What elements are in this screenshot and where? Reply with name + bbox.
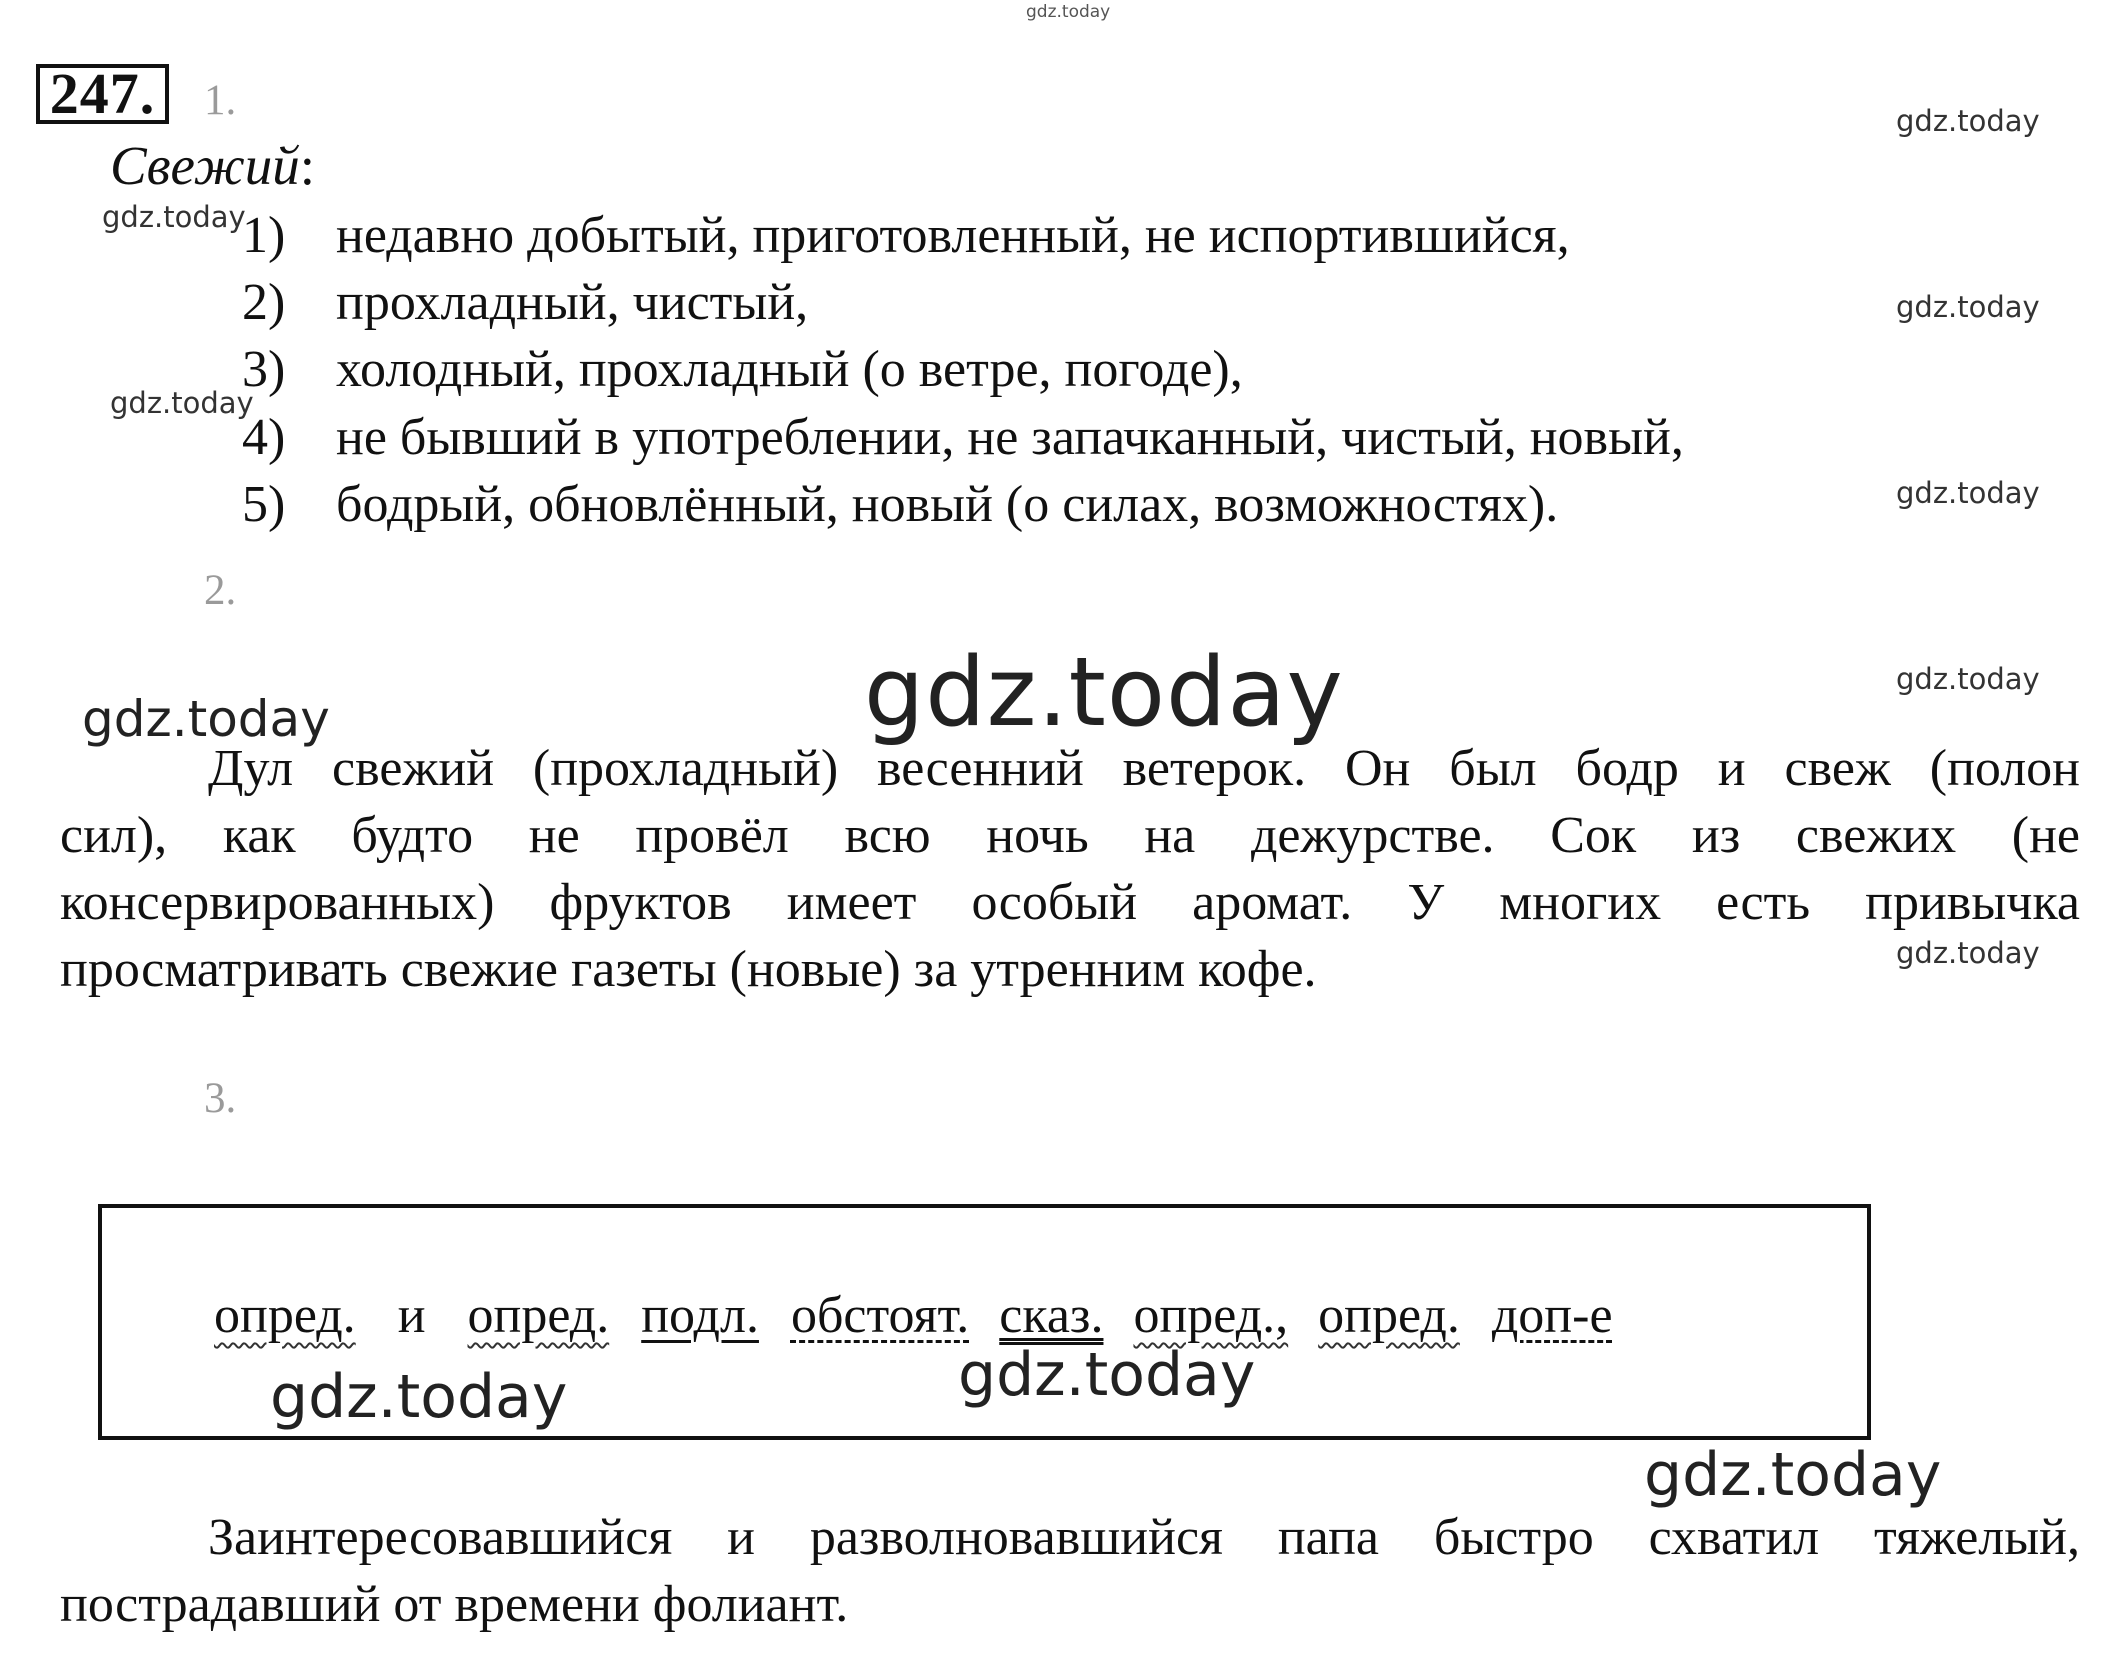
watermark: gdz.today [102, 200, 246, 234]
paragraph-line: пострадавший от времени фолиант. [60, 1576, 849, 1633]
watermark-large: gdz.today [864, 638, 1344, 748]
section-number-3: 3. [204, 1075, 237, 1122]
watermark: gdz.today [1896, 936, 2040, 970]
scheme-part-attribute: опред. [1318, 1287, 1460, 1344]
paragraph-line: просматривать свежие газеты (новые) за утренним кофе. [60, 941, 1317, 998]
watermark-top: gdz.today [1026, 2, 1111, 22]
paragraph-line: Дул свежий (прохладный) весенний ветерок. Он был бодр и свеж (полон [208, 740, 2080, 797]
section-number-1: 1. [204, 77, 237, 124]
scheme-part-attribute: опред. [467, 1287, 610, 1344]
meaning-text: бодрый, обновлённый, новый (о силах, возможностях). [336, 476, 1559, 533]
section-2-paragraph [60, 735, 2080, 1003]
meaning-number: 5) [242, 476, 286, 533]
watermark: gdz.today [1644, 1440, 1942, 1510]
watermark: gdz.today [1896, 290, 2040, 324]
watermark: gdz.today [82, 690, 330, 748]
meaning-number: 3) [242, 341, 286, 398]
scheme-part-object: доп-е [1491, 1287, 1613, 1344]
meaning-number: 2) [242, 274, 286, 331]
meaning-text: холодный, прохладный (о ветре, погоде), [336, 341, 1243, 398]
meaning-number: 1) [242, 207, 286, 264]
watermark: gdz.today [270, 1362, 568, 1432]
watermark: gdz.today [958, 1340, 1256, 1410]
section-number-2: 2. [204, 567, 237, 614]
headword-text: Свежий [110, 135, 300, 196]
watermark: gdz.today [110, 386, 254, 420]
paragraph-line: сил), как будто не провёл всю ночь на дежурстве. Сок из свежих (не [60, 807, 2080, 864]
paragraph-line: консервированных) фруктов имеет особый аромат. У многих есть привычка [60, 874, 2080, 931]
scheme-part-predicate: сказ. [999, 1287, 1104, 1344]
meaning-text: не бывший в употреблении, не запачканный, чистый, новый, [336, 409, 1684, 466]
meaning-text: прохладный, чистый, [336, 274, 809, 331]
watermark: gdz.today [1896, 104, 2040, 138]
meaning-text: недавно добытый, приготовленный, не испортившийся, [336, 207, 1570, 264]
sentence-scheme [214, 1286, 1613, 1345]
scheme-conjunction: и [397, 1287, 426, 1344]
task-number: 247. [36, 64, 169, 124]
headword [110, 134, 315, 197]
paragraph-line: Заинтересовавшийся и разволновавшийся папа быстро схватил тяжелый, [208, 1509, 2080, 1566]
watermark: gdz.today [1896, 662, 2040, 696]
scheme-part-attribute: опред., [1133, 1287, 1289, 1344]
watermark: gdz.today [1896, 476, 2040, 510]
scheme-part-subject: подл. [641, 1287, 759, 1344]
headword-colon: : [299, 135, 316, 196]
scheme-part-adverbial: обстоят. [790, 1287, 970, 1344]
section-3-paragraph [60, 1504, 2080, 1638]
meaning-number: 4) [242, 409, 286, 466]
scheme-part-attribute: опред. [214, 1287, 356, 1344]
